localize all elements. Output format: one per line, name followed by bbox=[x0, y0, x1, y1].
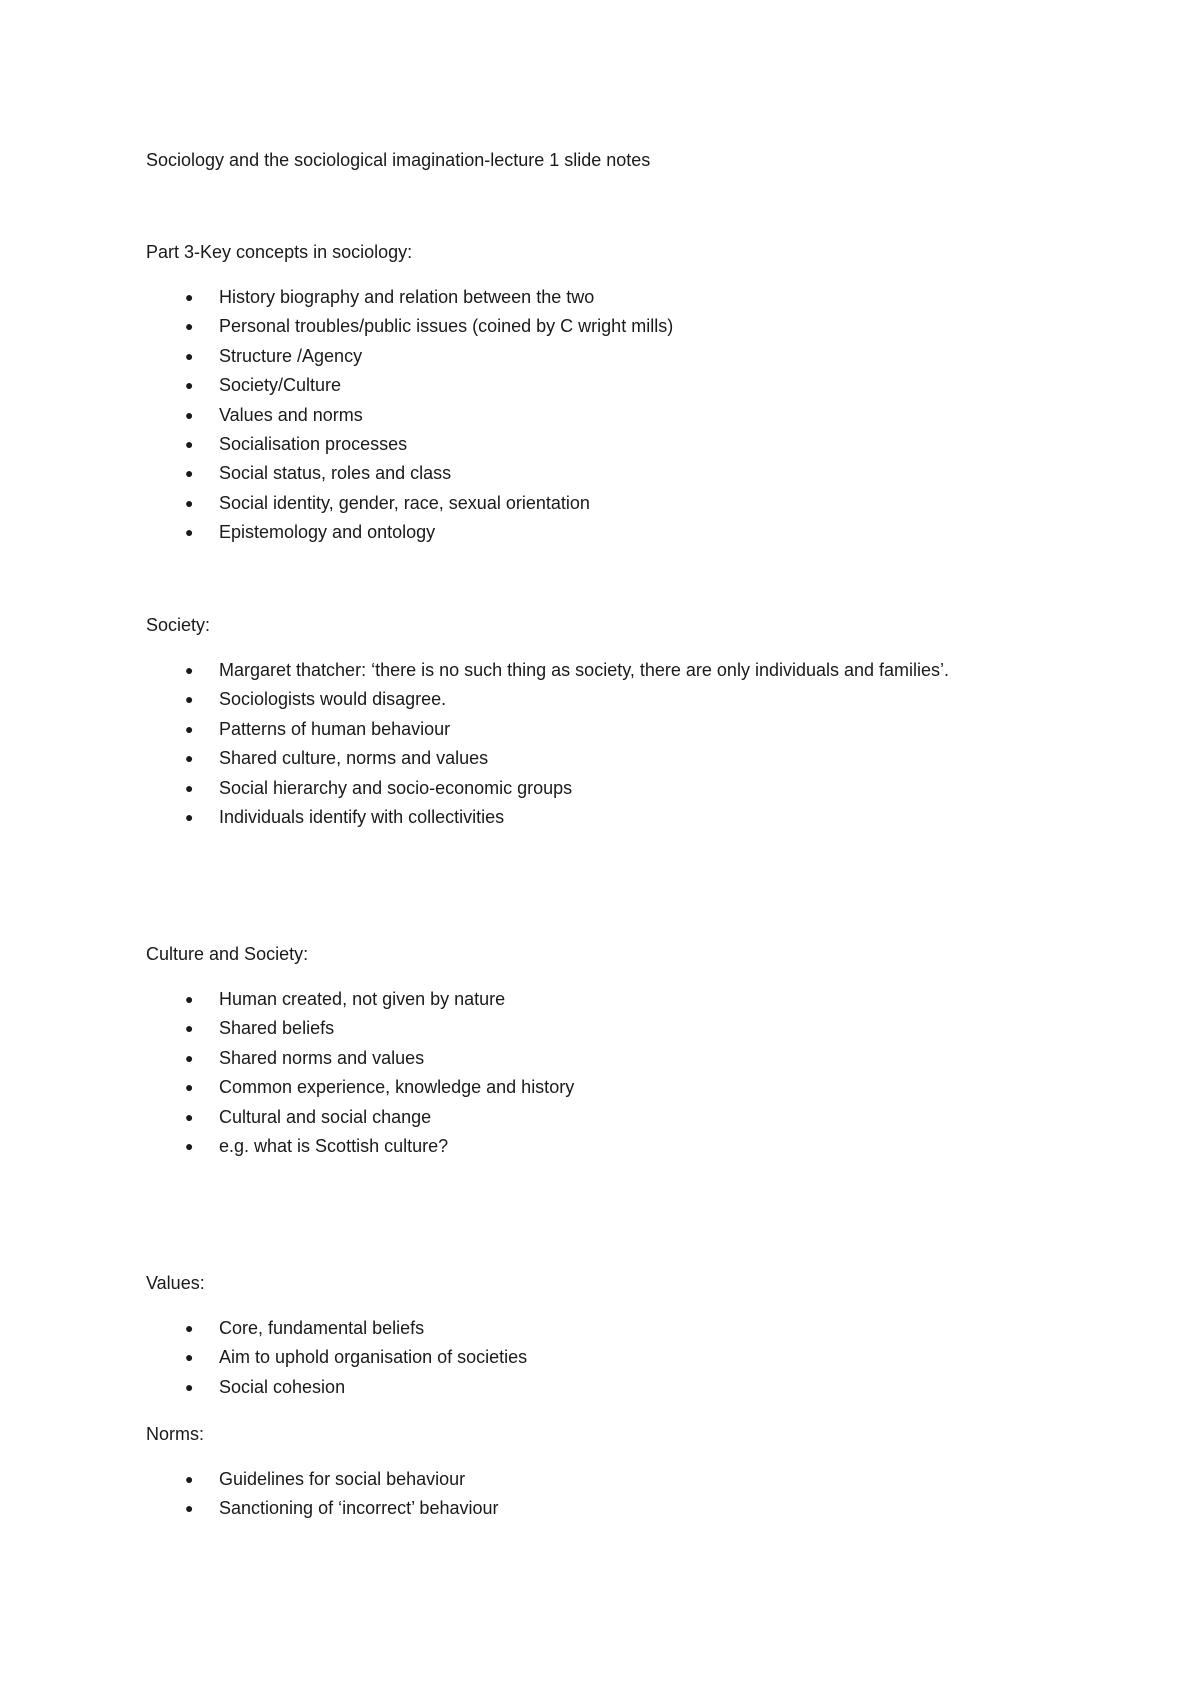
list-item: ● Core, fundamental beliefs bbox=[185, 1318, 425, 1338]
bullet-icon: ● bbox=[185, 720, 194, 737]
list-item: ● History biography and relation between the two bbox=[185, 287, 595, 307]
bullet-icon: ● bbox=[185, 1108, 194, 1125]
bullet-icon: ● bbox=[185, 435, 194, 452]
bullet-icon: ● bbox=[185, 318, 194, 335]
bullet-icon: ● bbox=[185, 1378, 194, 1395]
list-item: ● Social identity, gender, race, sexual orientation bbox=[185, 492, 590, 513]
bullet-icon: ● bbox=[185, 377, 194, 394]
list-item: ● Common experience, knowledge and history bbox=[185, 1077, 575, 1098]
bullet-icon: ● bbox=[185, 1079, 194, 1096]
bullet-icon: ● bbox=[185, 1137, 194, 1154]
bullet-icon: ● bbox=[185, 991, 194, 1007]
list-item: ● Epistemology and ontology bbox=[185, 522, 436, 543]
bullet-icon: ● bbox=[185, 1320, 194, 1336]
bullet-icon: ● bbox=[185, 406, 194, 423]
document-title: Sociology and the sociological imagination-lecture 1 slide notes bbox=[146, 150, 651, 170]
list-item: ● Sociologists would disagree. bbox=[185, 689, 447, 710]
section-heading: Part 3-Key concepts in sociology: bbox=[146, 242, 413, 262]
bullet-icon: ● bbox=[185, 465, 194, 482]
section-heading: Culture and Society: bbox=[146, 944, 309, 964]
list-item: ● Structure /Agency bbox=[185, 345, 363, 366]
section-key-concepts bbox=[146, 241, 673, 551]
bullet-list bbox=[146, 1468, 499, 1527]
list-item: ● Social hierarchy and socio-economic groups bbox=[185, 777, 573, 798]
bullet-icon: ● bbox=[185, 662, 194, 678]
section-norms bbox=[146, 1423, 499, 1527]
list-item: ● Margaret thatcher: ‘there is no such thing as society, there are only individuals and families’. bbox=[185, 660, 950, 680]
list-item: ● Social status, roles and class bbox=[185, 463, 452, 484]
list-item: ● Society/Culture bbox=[185, 375, 342, 396]
section-heading: Society: bbox=[146, 615, 211, 635]
bullet-icon: ● bbox=[185, 1471, 194, 1487]
bullet-list bbox=[146, 988, 574, 1164]
list-item: ● Aim to uphold organisation of societies bbox=[185, 1347, 528, 1368]
bullet-list bbox=[146, 659, 949, 835]
section-values bbox=[146, 1272, 527, 1405]
bullet-icon: ● bbox=[185, 1020, 194, 1037]
bullet-icon: ● bbox=[185, 524, 194, 541]
list-item: ● Socialisation processes bbox=[185, 433, 408, 454]
bullet-icon: ● bbox=[185, 691, 194, 708]
list-item: ● Shared norms and values bbox=[185, 1047, 425, 1068]
section-heading: Norms: bbox=[146, 1424, 204, 1444]
bullet-list bbox=[146, 1317, 527, 1405]
list-item: ● Shared beliefs bbox=[185, 1018, 335, 1039]
section-society bbox=[146, 614, 949, 835]
list-item: ● Individuals identify with collectivities bbox=[185, 806, 505, 827]
bullet-icon: ● bbox=[185, 347, 194, 364]
section-culture-and-society bbox=[146, 943, 574, 1164]
bullet-icon: ● bbox=[185, 750, 194, 767]
section-heading: Values: bbox=[146, 1273, 205, 1293]
bullet-icon: ● bbox=[185, 289, 194, 305]
list-item: ● Shared culture, norms and values bbox=[185, 748, 489, 769]
list-item: ● Personal troubles/public issues (coined by C wright mills) bbox=[185, 316, 674, 337]
list-item: ● Sanctioning of ‘incorrect’ behaviour bbox=[185, 1498, 499, 1519]
bullet-icon: ● bbox=[185, 1349, 194, 1366]
list-item: ● e.g. what is Scottish culture? bbox=[185, 1135, 449, 1156]
bullet-icon: ● bbox=[185, 779, 194, 796]
bullet-icon: ● bbox=[185, 808, 194, 825]
list-item: ● Values and norms bbox=[185, 404, 363, 425]
list-item: ● Social cohesion bbox=[185, 1376, 346, 1397]
list-item: ● Cultural and social change bbox=[185, 1106, 432, 1127]
list-item: ● Patterns of human behaviour bbox=[185, 718, 451, 739]
bullet-list bbox=[146, 286, 673, 551]
bullet-icon: ● bbox=[185, 1049, 194, 1066]
bullet-icon: ● bbox=[185, 1500, 194, 1517]
list-item: ● Human created, not given by nature bbox=[185, 989, 506, 1009]
list-item: ● Guidelines for social behaviour bbox=[185, 1469, 466, 1489]
bullet-icon: ● bbox=[185, 494, 194, 511]
